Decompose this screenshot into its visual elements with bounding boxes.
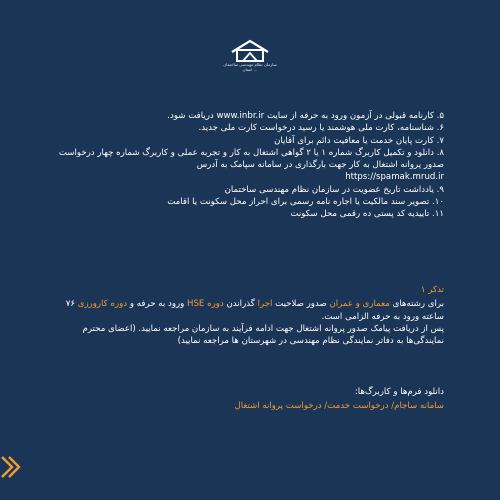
logo-caption [214,62,286,72]
list-item: ۷. کارت پایان خدمت یا معافیت دائم برای آقایان [274,135,444,146]
list-item: ۶. شناسنامه، کارت ملی هوشمند یا رسید درخواست کارت ملی جدید. [198,123,444,134]
list-item: ۸. دانلود و تکمیل کاربرگ شماره ۱ یا ۲ گواهی اشتغال به کار و تجربه عملی و کاربرگ شماره چهار درخواست صدور پروانه اشتغال به کار جهت بارگذاری در سامانه سپامک به آدرس [58,147,444,171]
spamak-url-link[interactable]: https://spamak.mrud.ir [345,172,444,183]
note-highlight: دوره کارورزی [77,299,128,310]
note-title: تذکر ۱ [420,285,444,295]
note-text: ورود به حرفه و [127,299,187,310]
downloads-title: دانلود فرم‌ها و کاربرگ‌ها: [354,387,444,397]
list-item: ۹. یادداشت تاریخ عضویت در سازمان نظام مهندسی ساختمان [224,184,444,195]
logo-caption-line2: استان ... [242,67,258,72]
note-paragraph-2: پس از دریافت پیامک صدور پروانه اشتغال جهت ادامه فرآیند به سازمان مراجعه نمایید. (اعضای محترم نمایندگی‌ها به دفاتر نمایندگی نظام مهندسی در شهرستان ها مراجعه نمایید) [82,323,444,347]
downloads-section [44,385,444,413]
organization-logo [224,38,276,80]
note-paragraph-1 [44,298,444,323]
requirements-list [44,110,444,221]
note-highlight: معماری و عمران [329,299,390,310]
list-item: ۵. کارنامه قبولی در آزمون ورود به حرفه از سایت www.inbr.ir دریافت شود. [167,111,444,121]
note-highlight: اجرا [257,299,273,310]
downloads-path-link[interactable]: سامانه ساجام/ درخواست خدمت/ درخواست پروانه اشتغال [234,401,444,411]
note-highlight: دوره HSE [187,299,224,310]
note-text: برای رشته‌های [389,299,444,310]
list-item: ۱۰. تصویر سند مالکیت یا اجاره نامه رسمی برای احراز محل سکونت یا اقامت [167,197,444,208]
logo-caption-line1: سازمان نظام مهندسی ساختمان [223,62,277,67]
list-item: ۱۱. تاییدیه کد پستی ده رقمی محل سکونت [290,209,444,220]
note-text: ۷۶ ساعته ورود به حرفه الزامی است. [65,299,444,322]
note-text: صدور صلاحیت [272,299,330,310]
note-section [44,284,444,347]
chevron-right-icon[interactable] [0,455,22,479]
note-text: گذراندن [223,299,258,310]
